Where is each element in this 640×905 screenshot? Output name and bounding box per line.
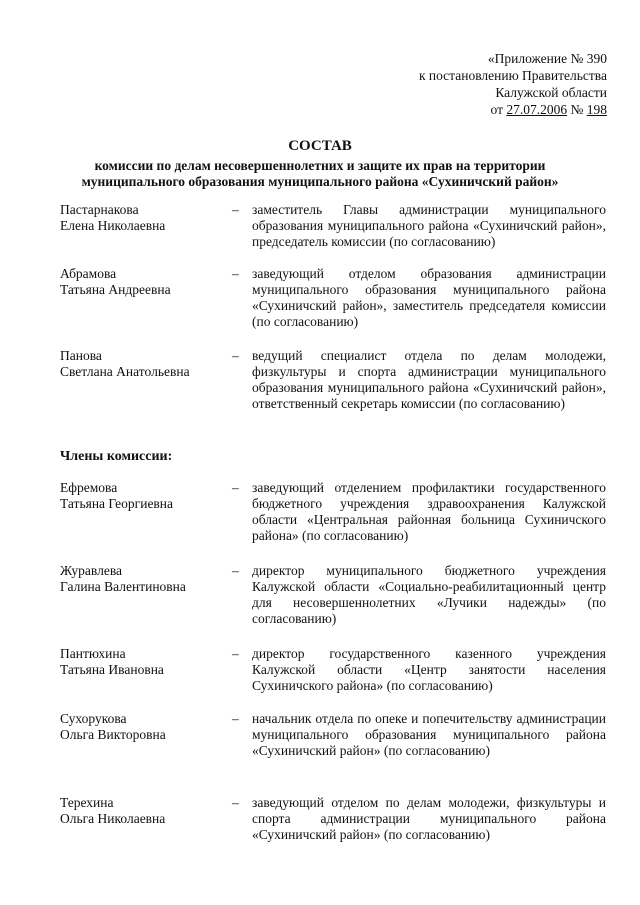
person-surname: Терехина xyxy=(60,795,114,810)
person-position: заведующий отделом образования администрации муниципального образования муниципального района «Сухиничский район», заместитель председателя комиссии (по согласованию) xyxy=(252,266,606,329)
person-given-names: Татьяна Георгиевна xyxy=(60,496,174,511)
person-given-names: Елена Николаевна xyxy=(60,218,166,233)
appendix-date: 27.07.2006 xyxy=(506,102,568,117)
appendix-number: 198 xyxy=(586,102,607,117)
person-surname: Пастарнакова xyxy=(60,202,139,217)
person-name xyxy=(60,795,230,827)
person-surname: Ефремова xyxy=(60,480,118,495)
appendix-line: «Приложение № 390 xyxy=(487,51,607,66)
document-heading xyxy=(40,137,600,190)
person-given-names: Галина Валентиновна xyxy=(60,579,186,594)
person-position: заведующий отделением профилактики государственного бюджетного учреждения здравоохранения Калужской области «Центральная районная больница Сухиничского района» (по согласованию) xyxy=(252,480,606,543)
person-surname: Сухорукова xyxy=(60,711,127,726)
person-name xyxy=(60,348,230,380)
person-name xyxy=(60,266,230,298)
person-surname: Пантюхина xyxy=(60,646,126,661)
person-position: директор муниципального бюджетного учреждения Калужской области «Социально-реабилитационный центр для несовершеннолетних «Лучики надежды» (по согласованию) xyxy=(252,563,606,626)
person-name xyxy=(60,711,230,743)
person-given-names: Татьяна Ивановна xyxy=(60,662,164,677)
person-given-names: Ольга Викторовна xyxy=(60,727,166,742)
dash-separator: – xyxy=(232,711,239,726)
person-position: директор государственного казенного учреждения Калужской области «Центр занятости населения Сухиничского района» (по согласованию) xyxy=(252,646,606,693)
person-surname: Журавлева xyxy=(60,563,123,578)
person-surname: Панова xyxy=(60,348,102,363)
person-name xyxy=(60,480,230,512)
person-name xyxy=(60,563,230,595)
appendix-number-sign: № xyxy=(567,102,587,117)
dash-separator: – xyxy=(232,480,239,495)
document-title: СОСТАВ xyxy=(288,138,352,154)
person-position: заведующий отделом по делам молодежи, физкультуры и спорта администрации муниципального района «Сухиничский район» (по согласованию) xyxy=(252,795,606,842)
document-subtitle-line: муниципального образования муниципального района «Сухиничский район» xyxy=(81,174,559,189)
person-position: заместитель Главы администрации муниципального образования муниципального района «Сухиничский район», председатель комиссии (по согласованию) xyxy=(252,202,606,249)
document-subtitle-line: комиссии по делам несовершеннолетних и защите их прав на территории xyxy=(94,158,546,173)
dash-separator: – xyxy=(232,266,239,281)
appendix-date-line xyxy=(419,101,607,118)
members-heading: Члены комиссии: xyxy=(60,449,173,464)
person-given-names: Татьяна Андреевна xyxy=(60,282,171,297)
appendix-line: Калужской области xyxy=(495,85,607,100)
person-name xyxy=(60,646,230,678)
person-given-names: Ольга Николаевна xyxy=(60,811,166,826)
dash-separator: – xyxy=(232,563,239,578)
person-position: ведущий специалист отдела по делам молодежи, физкультуры и спорта администрации муниципального образования муниципального района «Сухиничский район», ответственный секретарь комиссии (по согласованию) xyxy=(252,348,606,411)
dash-separator: – xyxy=(232,202,239,217)
appendix-date-prefix: от xyxy=(490,102,507,117)
person-surname: Абрамова xyxy=(60,266,117,281)
person-position: начальник отдела по опеке и попечительству администрации муниципального образования муниципального района «Сухиничский район» (по согласованию) xyxy=(252,711,606,758)
dash-separator: – xyxy=(232,646,239,661)
dash-separator: – xyxy=(232,795,239,810)
appendix-line: к постановлению Правительства xyxy=(418,68,607,83)
dash-separator: – xyxy=(232,348,239,363)
person-name xyxy=(60,202,230,234)
appendix-header xyxy=(419,50,607,118)
person-given-names: Светлана Анатольевна xyxy=(60,364,190,379)
